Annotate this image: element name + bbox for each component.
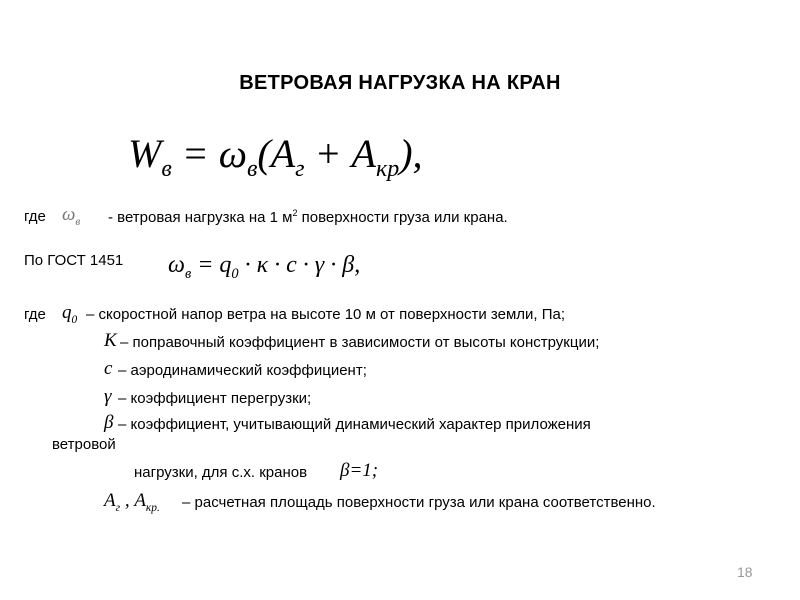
omega-symbol: $\omega_в$ — [62, 204, 81, 228]
slide-title: ВЕТРОВАЯ НАГРУЗКА НА КРАН — [239, 72, 561, 94]
areas-definition: – расчетная площадь поверхности груза или крана соответственно. — [182, 494, 656, 511]
omega-definition: - ветровая нагрузка на 1 $м^2$ поверхности груза или крана. — [108, 208, 508, 226]
formula-wind-load: $W_в = \omega_в(A_г + A_{кр})$, — [128, 131, 423, 182]
page-number: 18 — [737, 564, 753, 580]
beta-definition-wrap: ветровой — [52, 436, 116, 453]
c-definition: – аэродинамический коэффициент; — [118, 362, 367, 379]
beta-definition-cont: нагрузки, для с.х. кранов — [134, 464, 308, 481]
areas-symbols: $А_г$ , $А_{кр.}$ — [104, 490, 160, 514]
formula-omega: $\omega_в = q_0 \cdot \kappa \cdot c \cdot \gamma \cdot \beta$, — [168, 252, 361, 282]
gamma-symbol: γ — [104, 386, 112, 407]
gost-label: По ГОСТ 1451 — [24, 252, 124, 269]
where-label-2: где — [24, 306, 46, 323]
beta-value: β=1; — [340, 460, 379, 481]
beta-symbol: β — [104, 412, 114, 433]
where-label: где — [24, 208, 46, 225]
c-symbol: с — [104, 358, 113, 379]
q0-definition: – скоростной напор ветра на высоте 10 м от поверхности земли, Па; — [86, 306, 566, 323]
k-symbol: К — [104, 330, 117, 351]
gamma-definition: – коэффициент перегрузки; — [118, 390, 312, 407]
q0-symbol: $q_0$ — [62, 302, 78, 326]
k-definition: – поправочный коэффициент в зависимости от высоты конструкции; — [120, 334, 600, 351]
beta-definition: – коэффициент, учитывающий динамический характер приложения — [118, 416, 591, 433]
